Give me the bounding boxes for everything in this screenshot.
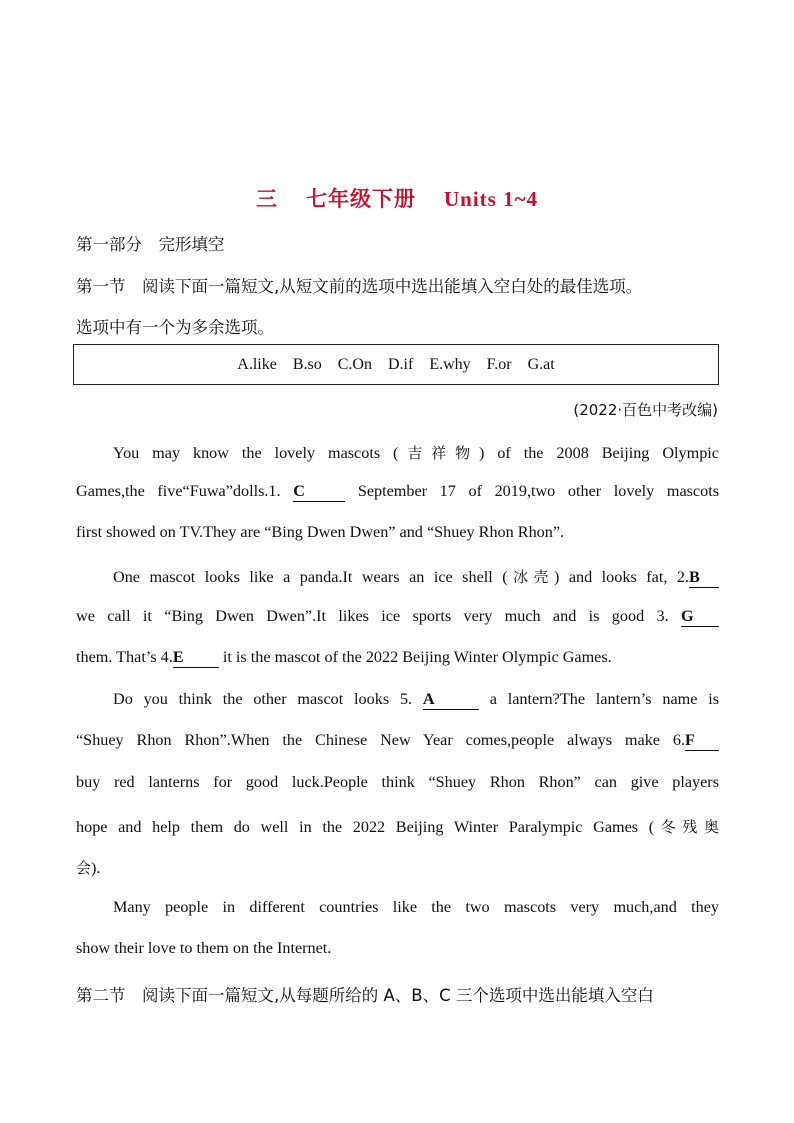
- page-title: [0, 183, 794, 213]
- option-a: A.like: [237, 355, 277, 373]
- option-g: G.at: [527, 355, 555, 373]
- section1-instruction-line1: 第一节 阅读下面一篇短文,从短文前的选项中选出能填入空白处的最佳选项。: [76, 277, 643, 296]
- section2-instruction: 第二节 阅读下面一篇短文,从每题所给的 A、B、C 三个选项中选出能填入空白: [76, 986, 654, 1005]
- passage-line: You may know the lovely mascots (吉祥物) of the 2008 Beijing Olympic: [113, 444, 719, 462]
- title-roman: 三: [255, 187, 278, 211]
- answer-blank-5: A: [423, 691, 479, 710]
- passage-line: first showed on TV.They are “Bing Dwen Dwen” and “Shuey Rhon Rhon”.: [76, 523, 565, 541]
- passage-line: One mascot looks like a panda.It wears an ice shell (冰壳) and looks fat, 2.B: [113, 566, 719, 588]
- passage-line: Many people in different countries like the two mascots very much,and they: [113, 898, 719, 916]
- option-b: B.so: [292, 355, 322, 373]
- option-d: D.if: [387, 355, 414, 373]
- answer-blank-3: G: [681, 608, 719, 627]
- passage-line: hope and help them do well in the 2022 Beijing Winter Paralympic Games (冬残奥: [76, 818, 719, 836]
- option-e: E.why: [429, 355, 471, 373]
- answer-blank-2: B: [689, 569, 719, 588]
- passage-line: buy red lanterns for good luck.People think “Shuey Rhon Rhon” can give players: [76, 773, 719, 791]
- answer-blank-6: F: [685, 732, 719, 751]
- answer-blank-1: C: [293, 483, 345, 502]
- passage-line: Do you think the other mascot looks 5. A a lantern?The lantern’s name is: [113, 690, 720, 708]
- passage-line: 会).: [76, 859, 101, 877]
- source-note: (2022·百色中考改编): [573, 401, 718, 419]
- section1-instruction-line2: 选项中有一个为多余选项。: [76, 318, 274, 337]
- title-units: Units 1~4: [443, 187, 538, 211]
- answer-blank-4: E: [173, 649, 219, 668]
- option-c: C.On: [337, 355, 372, 373]
- part-heading: 第一部分 完形填空: [76, 235, 225, 254]
- passage-line: show their love to them on the Internet.: [76, 939, 332, 957]
- option-f: F.or: [486, 355, 512, 373]
- passage-line: Games,the five“Fuwa”dolls.1. C September 17 of 2019,two other lovely mascots: [76, 482, 720, 500]
- passage-line: we call it “Bing Dwen Dwen”.It likes ice sports very much and is good 3. G: [76, 607, 719, 627]
- passage-line: “Shuey Rhon Rhon”.When the Chinese New Year comes,people always make 6.F: [76, 731, 719, 751]
- title-grade: 七年级下册: [305, 187, 416, 211]
- passage-line: them. That’s 4.E it is the mascot of the 2022 Beijing Winter Olympic Games.: [76, 648, 612, 666]
- options-box: [73, 344, 719, 385]
